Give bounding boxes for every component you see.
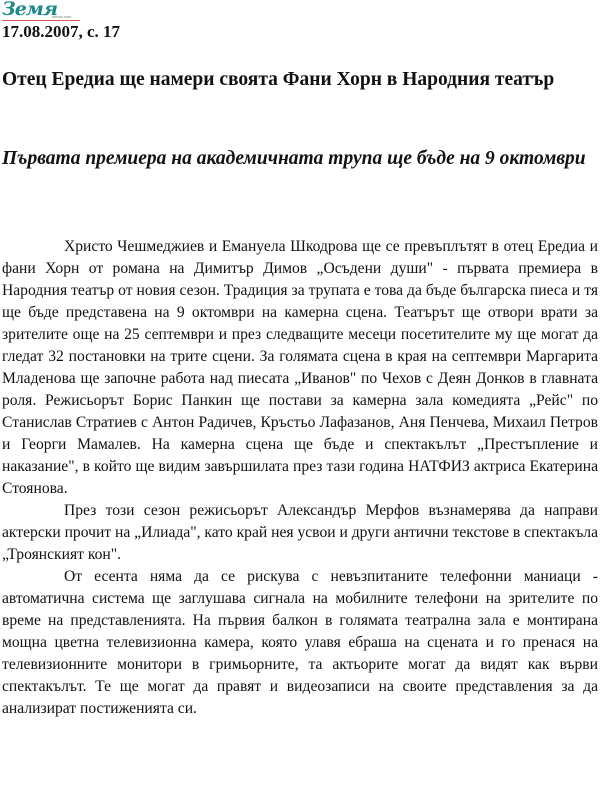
- article-paragraph: От есента няма да се рискува с невъзпитаните телефонни маниаци - автоматична система ще заглушава сигнала на мобилните телефони на зрителите по време на представленията. На първия балкон в голямата театрална зала е монтирана мощна цветна телевизионна камера, която улавя ебраша на сцената и го пренася на телевизионните монитори в гримьорните, та актьорите могат да видят как върви спектакълът. Те ще могат да правят и видеозаписи на своите представления за да анализират постиженията си.: [2, 568, 598, 717]
- article-paragraph: През този сезон режисьорът Александър Мерфов възнамерява да направи актерски прочит на „Илиада", като край нея усвои и други антични текстове в спектакъла „Троянският кон".: [2, 502, 598, 563]
- publication-logo: [2, 2, 82, 22]
- logo-underline: [2, 20, 80, 21]
- logo-subtext: zemia.com: [52, 14, 72, 19]
- dateline: 17.08.2007, с. 17: [2, 22, 121, 41]
- article-headline: Отец Ередиа ще намери своята Фани Хорн в Народния театър: [2, 69, 555, 90]
- article-paragraph: Христо Чешмеджиев и Емануела Шкодрова ще се превъплътят в отец Ередиа и фани Хорн от романа на Димитър Димов „Осъдени души" - първата премиера в Народния театър от новия сезон. Традиция за трупата е това да бъде българска пиеса и тя ще бъде представена на 9 октомври на камерна сцена. Театърът ще отвори врати за зрителите още на 25 септември и през следващите месеци посетителите му ще могат да гледат 32 постановки на трите сцени. За голямата сцена в края на септември Маргарита Младенова ще започне работа над пиесата „Иванов" по Чехов с Деян Донков в главната роля. Режисьорът Борис Панкин ще постави за камерна зала комедията „Рейс" по Станислав Стратиев с Антон Радичев, Кръстьо Лафазанов, Аня Пенчева, Михаил Петров и Георги Мамалев. На камерна сцена ще бъде и спектакълът „Престъпление и наказание", в който ще видим завършилата през тази година НАТФИЗ актриса Екатерина Стоянова.: [2, 238, 598, 497]
- article-subheadline: Първата премиера на академичната трупа ще бъде на 9 октомври: [2, 148, 586, 169]
- logo-text: Земя: [2, 0, 57, 20]
- article-body: [2, 236, 598, 720]
